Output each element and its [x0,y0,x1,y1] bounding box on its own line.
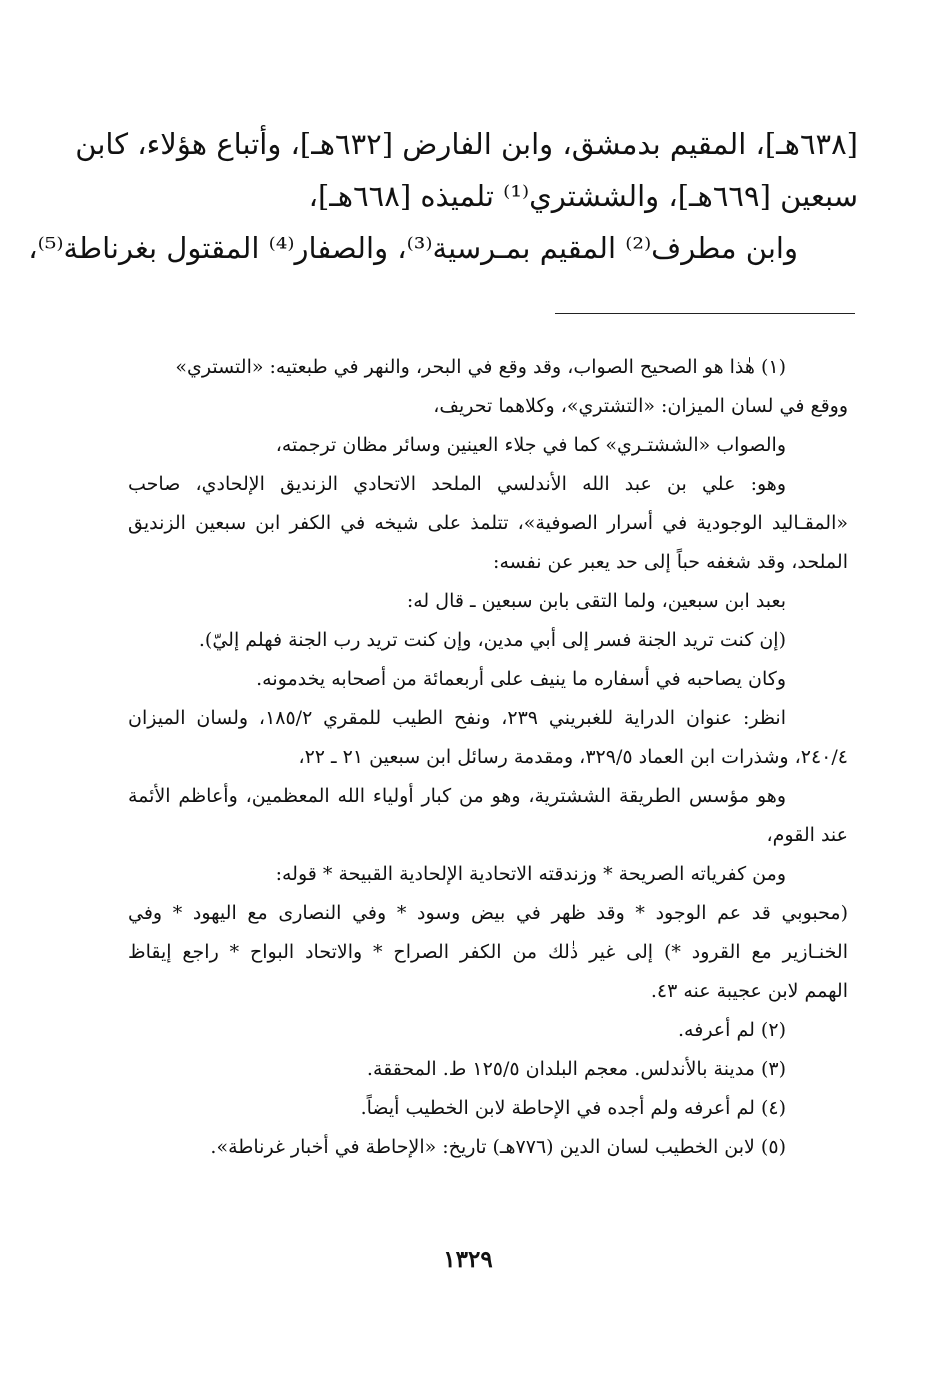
main-text-line: وابن مطرف⁽²⁾ المقيم بمـرسية⁽³⁾، والصفار⁽⁴⁾ المقتول بغرناطة⁽⁵⁾، [28,231,798,265]
footnote-line: انظر: عنوان الدراية للغبريني ٢٣٩، ونفح الطيب للمقري ١٨٥/٢، ولسان الميزان [128,707,786,729]
footnote-line: وهو: علي بن عبد الله الأندلسي الملحد الاتحادي الزنديق الإلحادي، صاحب [128,473,786,495]
footnote-line: (٥) لابن الخطيب لسان الدين (٧٧٦هـ) تاريخ: «الإحاطة في أخبار غرناطة». [210,1136,786,1158]
main-text-line: [٦٣٨هـ]، المقيم بدمشق، وابن الفارض [٦٣٢هـ]، وأتباع هؤلاء، كابن [75,127,858,161]
footnote-line: (إن كنت تريد الجنة فسر إلى أبي مدين، وإن كنت تريد رب الجنة فهلم إليّ). [198,629,786,651]
footnote-line: ومن كفرياته الصريحة * وزندقته الاتحادية الإلحادية القبيحة * قوله: [275,863,786,885]
main-text-line: سبعين [٦٦٩هـ]، والششتري⁽¹⁾ تلميذه [٦٦٨هـ]، [308,179,858,213]
footnote-line: والصواب «الششتـري» كما في جلاء العينين وسائر مظان ترجمته، [275,434,786,456]
footnote-line: (٣) مدينة بالأندلس. معجم البلدان ١٢٥/٥ ط. المحققة. [366,1058,786,1080]
footnote-line: الملحد، وقد شغفه حباً إلى حد يعبر عن نفسه: [493,551,848,573]
footnote-line: (٢) لم أعرفه. [678,1019,786,1041]
footnote-line: عند القوم، [766,824,848,846]
footnote-line: (٤) لم أعرفه ولم أجده في الإحاطة لابن الخطيب أيضاً. [360,1097,786,1119]
footnote-line: الخنـازير مع القرود *) إلى غير ذٰلك من الكفر الصراح * والاتحاد البواح * راجع إيقاظ [128,941,848,963]
footnote-line: الهمم لابن عجيبة عنه ٤٣. [650,980,848,1002]
footnote-line: وهو مؤسس الطريقة الششترية، وهو من كبار أولياء الله المعظمين، وأعاظم الأئمة [128,785,786,807]
footnote-line: «المقـاليد الوجودية في أسرار الصوفية»، تتلمذ على شيخه في الكفر ابن سبعين الزنديق [128,512,848,534]
footnote-separator [555,313,855,314]
footnote-line: ٢٤٠/٤، وشذرات ابن العماد ٣٢٩/٥، ومقدمة رسائل ابن سبعين ٢١ ـ ٢٢، [298,746,848,768]
footnote-line: (١) هٰذا هو الصحيح الصواب، وقد وقع في البحر، والنهر في طبعتيه: «التستري» [175,356,786,378]
footnote-line: ووقع في لسان الميزان: «التشتري»، وكلاهما تحريف، [433,395,848,417]
main-text-block [28,118,858,274]
footnotes-block [128,348,848,1167]
footnote-line: بعبد ابن سبعين، ولما التقى بابن سبعين ـ قال له: [406,590,786,612]
footnote-line: وكان يصاحبه في أسفاره ما ينيف على أربعمائة من أصحابه يخدمونه. [256,668,786,690]
page-number: ١٣٢٩ [443,1246,493,1273]
footnote-line: (محبوبي قد عم الوجود * وقد ظهر في بيض وسود * وفي النصارى مع اليهود * وفي [128,902,848,924]
